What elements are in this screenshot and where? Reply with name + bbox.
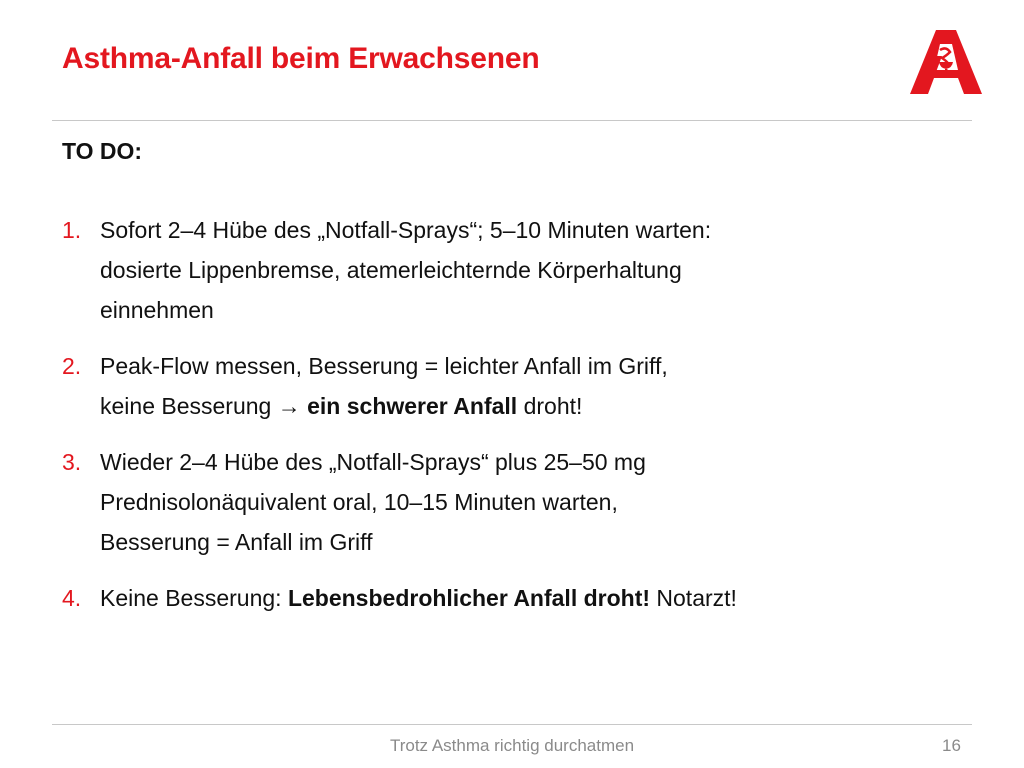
header-divider — [52, 120, 972, 121]
item-emphasis: Lebensbedrohlicher Anfall droht! — [287, 585, 651, 611]
item-text: keine Besserung → — [100, 393, 308, 419]
item-text-line — [100, 386, 942, 426]
item-text: Notarzt! — [650, 585, 737, 611]
item-text-line — [100, 578, 942, 618]
list-item — [62, 346, 942, 426]
item-number: 3. — [62, 449, 82, 475]
item-text-line: einnehmen — [100, 297, 214, 323]
item-text-line: Peak-Flow messen, Besserung = leichter Anfall im Griff, — [100, 353, 668, 379]
footer-divider — [52, 724, 972, 725]
list-item — [62, 210, 942, 330]
list-item — [62, 578, 942, 618]
item-text: Keine Besserung: — [100, 585, 288, 611]
item-emphasis: ein schwerer Anfall — [307, 393, 518, 419]
item-text-line: Sofort 2–4 Hübe des „Notfall-Sprays“; 5–10 Minuten warten: — [100, 217, 712, 243]
item-number: 4. — [62, 585, 82, 611]
section-heading: TO DO: — [62, 138, 143, 164]
item-number: 1. — [62, 217, 82, 243]
item-text-line: Wieder 2–4 Hübe des „Notfall-Sprays“ plus 25–50 mg — [100, 449, 646, 475]
page-title: Asthma-Anfall beim Erwachsenen — [62, 42, 540, 75]
item-text-line: dosierte Lippenbremse, atemerleichternde Körperhaltung — [100, 257, 682, 283]
item-text: droht! — [517, 393, 583, 419]
page-number: 16 — [942, 736, 961, 755]
list-item — [62, 442, 942, 562]
footer-text: Trotz Asthma richtig durchatmen — [389, 736, 635, 755]
todo-list — [62, 210, 942, 634]
item-number: 2. — [62, 353, 82, 379]
item-text-line: Prednisolonäquivalent oral, 10–15 Minuten warten, — [100, 489, 618, 515]
item-text-line: Besserung = Anfall im Griff — [100, 529, 373, 555]
apotheke-a-logo-icon — [906, 26, 986, 98]
